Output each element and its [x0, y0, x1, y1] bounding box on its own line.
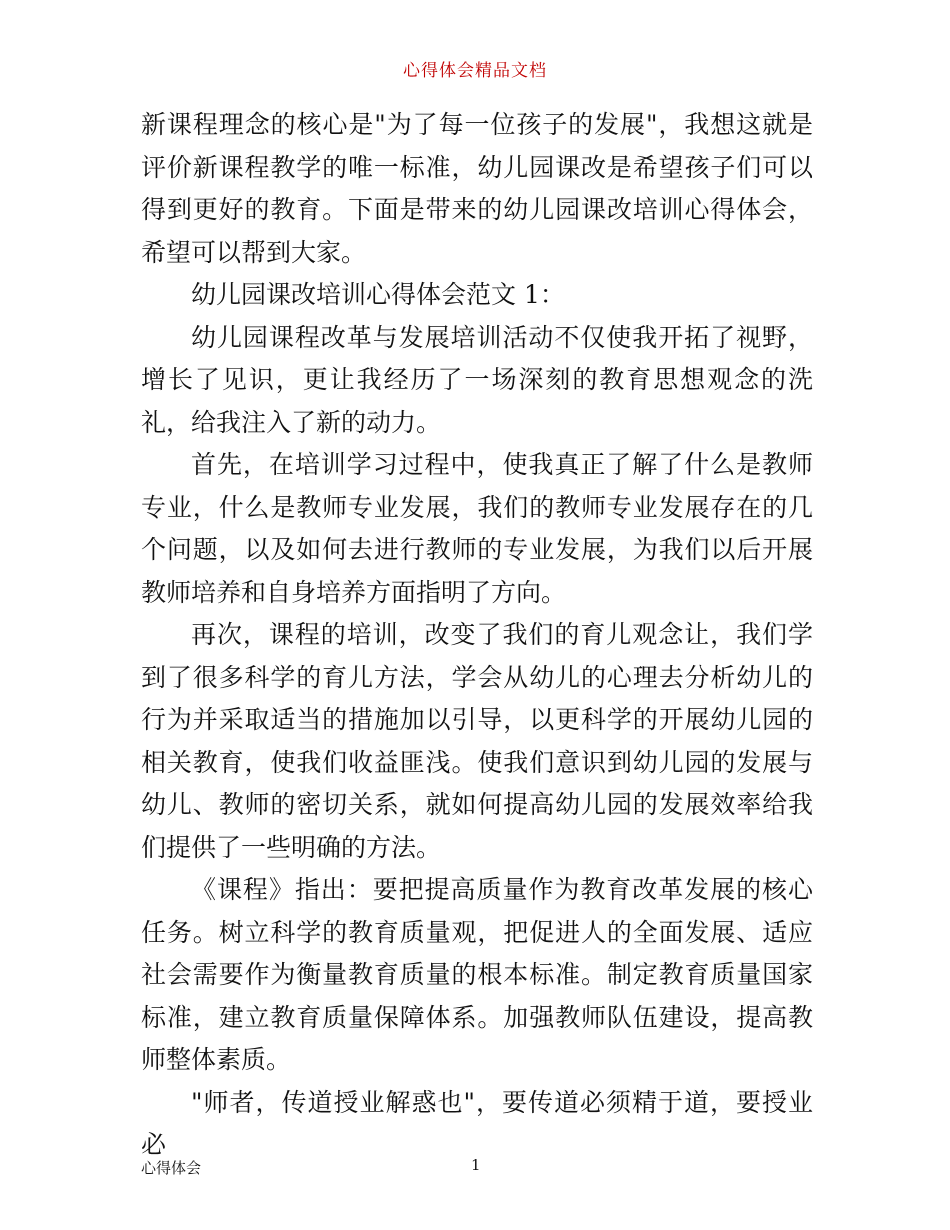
- paragraph-subtitle: 幼儿园课改培训心得体会范文 1：: [191, 280, 565, 309]
- paragraph-intro: 新课程理念的核心是"为了每一位孩子的发展"，我想这就是评价新课程教学的唯一标准，幼儿园课改是希望孩子们可以得到更好的教育。下面是带来的幼儿园课改培训心得体会，希望可以帮到大家。: [141, 110, 813, 267]
- paragraph-3: 再次，课程的培训，改变了我们的育儿观念让，我们学到了很多科学的育儿方法，学会从幼儿的心理去分析幼儿的行为并采取适当的措施加以引导，以更科学的开展幼儿园的相关教育，使我们收益匪浅。使我们意识到幼儿园的发展与幼儿、教师的密切关系，就如何提高幼儿园的发展效率给我们提供了一些明确的方法。: [141, 620, 813, 862]
- page-footer-label: 心得体会: [141, 1159, 202, 1177]
- paragraph-4: 《课程》指出：要把提高质量作为教育改革发展的核心任务。树立科学的教育质量观，把促进人的全面发展、适应社会需要作为衡量教育质量的根本标准。制定教育质量国家标准，建立教育质量保障体系。加强教师队伍建设，提高教师整体素质。: [141, 875, 813, 1074]
- paragraph-2: 首先，在培训学习过程中，使我真正了解了什么是教师专业，什么是教师专业发展，我们的教师专业发展存在的几个问题，以及如何去进行教师的专业发展，为我们以后开展教师培养和自身培养方面指明了方向。: [141, 450, 813, 607]
- document-body: [141, 104, 813, 1167]
- paragraph-5: "师者，传道授业解惑也"，要传道必须精于道，要授业必: [141, 1087, 813, 1159]
- page-header-title: 心得体会精品文档: [403, 61, 547, 81]
- page-number: 1: [471, 1156, 481, 1174]
- paragraph-1: 幼儿园课程改革与发展培训活动不仅使我开拓了视野，增长了见识，更让我经历了一场深刻的教育思想观念的洗礼，给我注入了新的动力。: [141, 322, 813, 437]
